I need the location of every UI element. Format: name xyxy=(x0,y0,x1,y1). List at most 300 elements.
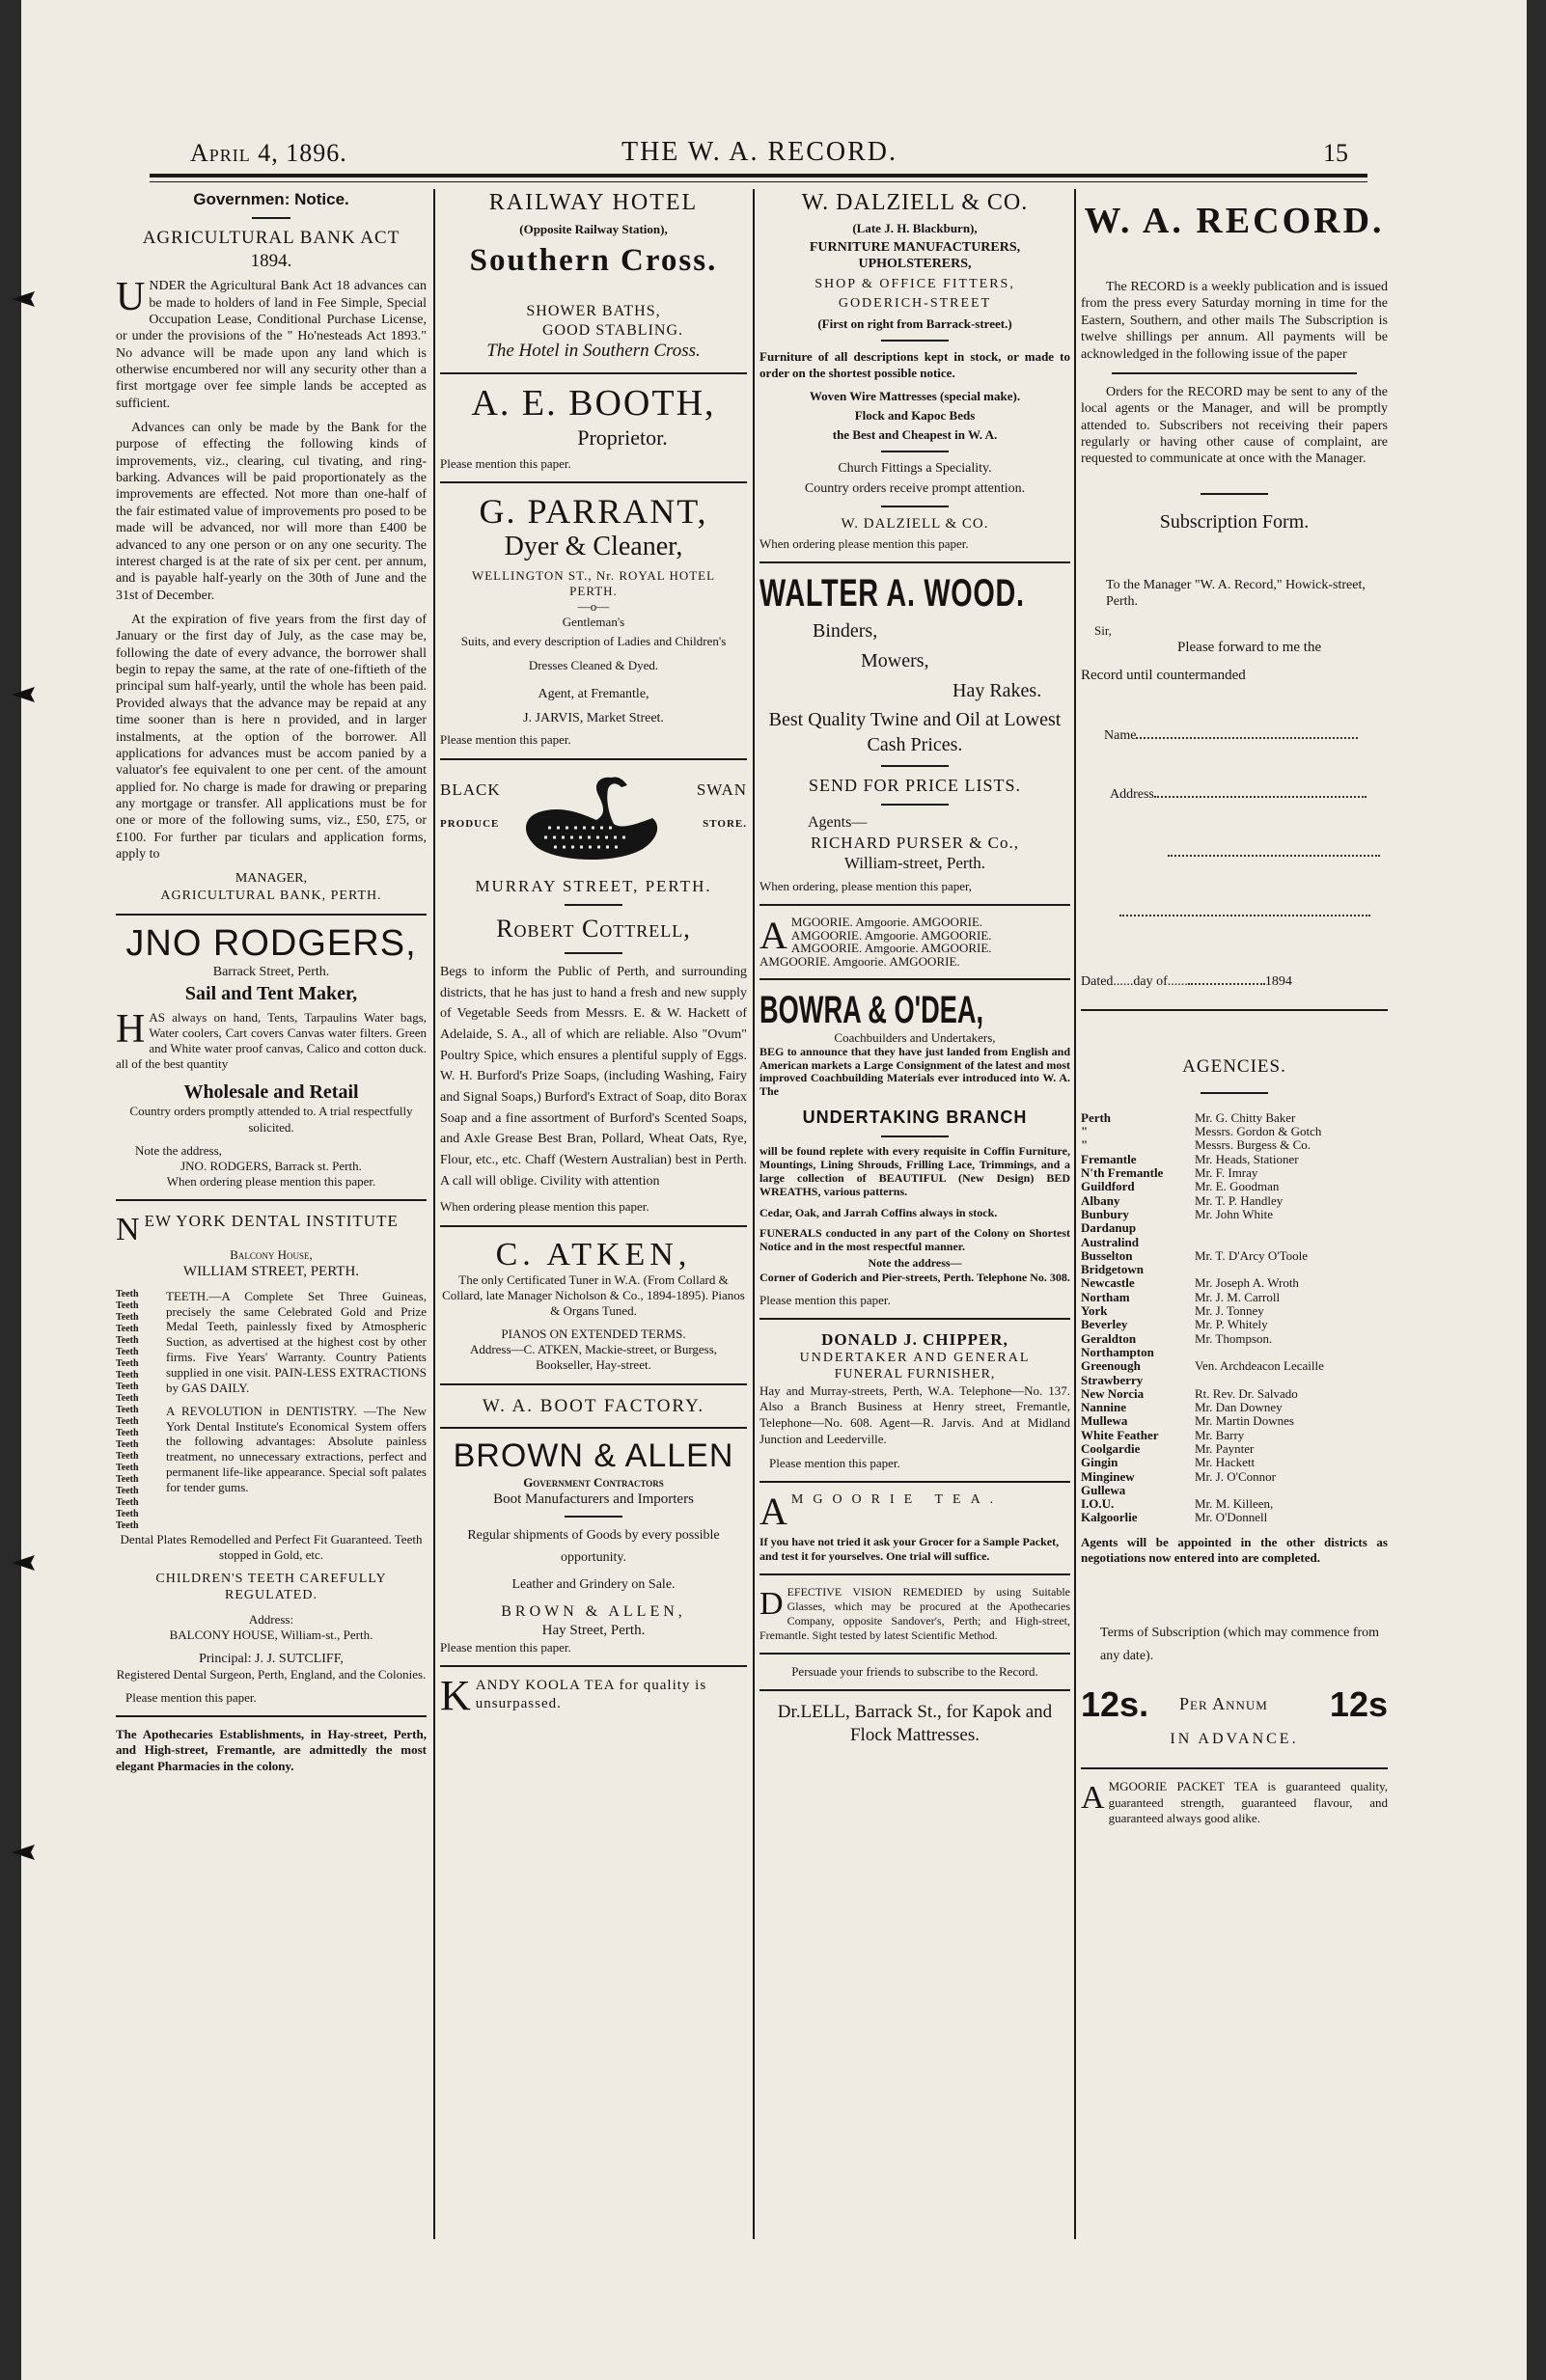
agency-town: Albany xyxy=(1081,1192,1120,1208)
agency-town: Nannine xyxy=(1081,1400,1126,1415)
divider xyxy=(1081,1767,1388,1769)
rodgers-trade: Sail and Tent Maker, xyxy=(184,983,358,1005)
address-field[interactable] xyxy=(1081,786,1388,803)
agency-agent: Mr. Paynter xyxy=(1195,1440,1255,1456)
chipper-furnisher: FUNERAL FURNISHER, xyxy=(834,1367,996,1382)
agency-row xyxy=(1081,1125,1388,1138)
act-paragraph-3: At the expiration of five years from the first day of January or the first day of July, as the case may be, following the date of every advance, the borrower shall begin to repay the same, at the rate of one-fiftieth of the principal sum half-yearly, until the whole has been paid. Provided always that the advance may be repaid at any time sooner than is here n provided, and in larger instalments, at the option of the borrower. All applications for advances must be accom panied by a valuator's fee equivalent to one per cent. of the amount applied for. No charge is made for drawing or preparing any mortgage or transfer. All applications must be for one or more of the following sums, viz., £50, £75, or £100. For further par ticulars and application forms, apply to xyxy=(116,613,427,862)
act-title: AGRICULTURAL BANK ACT xyxy=(142,228,400,249)
brown-mention: Please mention this paper. xyxy=(440,1639,571,1655)
record-paragraph-1: The RECORD is a weekly publication and is issued from the press every Saturday morning in time for the Eastern, Southern, and other mails The Subscription is twelve shillings per annum. All payments will be acknowledged in the following issue of the paper xyxy=(1081,280,1388,362)
purser: RICHARD PURSER & Co., xyxy=(810,833,1020,852)
divider xyxy=(759,1689,1070,1691)
masthead-title: THE W. A. RECORD. xyxy=(621,137,898,167)
dated-label: Dated......day of...... xyxy=(1081,973,1188,989)
chipper-undertaker: UNDERTAKER AND GENERAL xyxy=(799,1350,1031,1365)
jarvis: J. JARVIS, Market Street. xyxy=(523,711,664,726)
teeth-label: Teeth xyxy=(116,1357,139,1369)
gov-notice-heading: Governmen: Notice. xyxy=(193,190,349,208)
agency-row xyxy=(1081,1442,1388,1456)
divider xyxy=(440,1225,747,1227)
divider xyxy=(759,1573,1070,1575)
page-header xyxy=(171,135,1348,170)
wood-mention: When ordering, please mention this paper, xyxy=(759,879,973,894)
defective-text: EFECTIVE VISION REMEDIED by using Suitable Glasses, which may be procured at the Apothecaries Company, opposite Sandover's, Perth; and High-street, Fremantle. Sight tested by latest Scientific Method. xyxy=(759,1585,1070,1642)
ornament xyxy=(881,340,949,342)
agency-agent: Mr. E. Goodman xyxy=(1195,1179,1280,1194)
note-address: Note the address— xyxy=(868,1255,962,1270)
agency-row xyxy=(1081,1249,1388,1263)
spacer xyxy=(1081,244,1388,279)
twine-oil: Best Quality Twine and Oil at Lowest Cash Prices. xyxy=(768,708,1062,755)
year-label: 1894 xyxy=(1264,973,1292,989)
black-swan-ad xyxy=(440,770,747,876)
shower-baths: SHOWER BATHS, xyxy=(526,302,661,319)
agency-row xyxy=(1081,1208,1388,1221)
dated-field[interactable] xyxy=(1081,973,1388,990)
rodgers-note: Note the address, xyxy=(135,1142,222,1158)
drop-cap: A xyxy=(759,1490,787,1534)
agency-town: Northam xyxy=(1081,1289,1130,1304)
undertaking-text: will be found replete with every requisite in Coffin Furniture, Mountings, Lining Shrouds, Frilling Lace, Trimmings, and a large collection of BEAUTIFUL (New Design) BED WREATHS, various patterns. xyxy=(759,1144,1070,1198)
rodgers-address-2: JNO. RODGERS, Barrack st. Perth. xyxy=(180,1158,362,1173)
agency-row xyxy=(1081,1304,1388,1318)
issue-date: April 4, 1896. xyxy=(190,139,347,167)
best-cheapest: the Best and Cheapest in W. A. xyxy=(832,426,998,442)
send-price-lists: SEND FOR PRICE LISTS. xyxy=(808,775,1022,795)
agency-town: Guildford xyxy=(1081,1179,1135,1194)
agency-town: Perth xyxy=(1081,1109,1112,1125)
divider xyxy=(440,758,747,760)
agents-label: Agents— xyxy=(808,814,868,832)
divider xyxy=(759,1653,1070,1655)
act-paragraph-1 xyxy=(116,275,427,412)
agency-agent: Mr. G. Chitty Baker xyxy=(1195,1109,1296,1125)
agency-row xyxy=(1081,1291,1388,1304)
spacer xyxy=(1081,1676,1388,1683)
agency-row xyxy=(1081,1318,1388,1331)
price-line xyxy=(1081,1683,1388,1722)
agency-town: N'th Fremantle xyxy=(1081,1165,1164,1181)
spacer xyxy=(1081,1021,1388,1055)
dental-mention: Please mention this paper. xyxy=(125,1690,257,1706)
drop-cap: U xyxy=(116,275,146,320)
agency-row xyxy=(1081,1263,1388,1276)
ornament xyxy=(252,217,290,219)
agency-row xyxy=(1081,1236,1388,1249)
act-text-1: NDER the Agricultural Bank Act 18 advances can be made to holders of land in Fee Simple, Special Occupation Lease, Conditional Purchase License, or under the provisions of the " Ho'nesteads Act 1893." No advance will be made upon any land which is otherwise encumbered nor will any security other than a first mortgage over fee simple lands be accepted as sufficient. xyxy=(116,279,427,411)
teeth-label: Teeth xyxy=(116,1299,139,1311)
ornament xyxy=(565,1516,622,1518)
agency-row xyxy=(1081,1484,1388,1497)
government-contractors: Government Contractors xyxy=(523,1474,664,1490)
agency-agent: Mr. Joseph A. Wroth xyxy=(1195,1275,1299,1291)
agency-agent: Mr. Dan Downey xyxy=(1195,1400,1283,1415)
subscription-form-title: Subscription Form. xyxy=(1159,510,1310,533)
black-label: BLACK xyxy=(440,780,501,799)
undertaking-branch: UNDERTAKING BRANCH xyxy=(802,1108,1028,1128)
agency-list xyxy=(1081,1111,1388,1525)
agency-row xyxy=(1081,1374,1388,1387)
agency-town: Gullewa xyxy=(1081,1482,1126,1497)
divider xyxy=(759,1318,1070,1320)
booth-proprietor: Proprietor. xyxy=(577,424,668,450)
parrant-name: G. PARRANT, xyxy=(479,492,708,532)
agency-agent: Mr. Martin Downes xyxy=(1195,1413,1294,1429)
teeth-label: Teeth xyxy=(116,1427,139,1438)
ny-house: Balcony House, xyxy=(230,1246,313,1262)
spacer xyxy=(440,281,747,302)
binders: Binders, xyxy=(813,620,878,643)
teeth-label: Teeth xyxy=(116,1381,139,1392)
sir: Sir, xyxy=(1094,623,1112,639)
agency-town: White Feather xyxy=(1081,1427,1159,1442)
agency-row xyxy=(1081,1401,1388,1414)
amgoorie-tea-title xyxy=(759,1490,1070,1534)
agency-row xyxy=(1081,1166,1388,1180)
divider xyxy=(440,1665,747,1667)
agency-town: Bunbury xyxy=(1081,1206,1129,1221)
agency-town: New Norcia xyxy=(1081,1385,1145,1401)
wellington-street: WELLINGTON ST., Nr. ROYAL HOTEL xyxy=(471,567,716,583)
divider xyxy=(116,1199,427,1201)
agency-row xyxy=(1081,1276,1388,1290)
spacer xyxy=(1081,1573,1388,1622)
apothecaries: The Apothecaries Establishments, in Hay-street, Perth, and High-street, Fremantle, are admittedly the most elegant Pharmacies in the colony. xyxy=(116,1727,427,1773)
cottrell-name: Robert Cottrell, xyxy=(496,914,691,943)
agency-agent xyxy=(1195,1374,1388,1387)
drop-cap: D xyxy=(759,1586,784,1622)
dalziell-first: (First on right from Barrack-street.) xyxy=(817,316,1012,332)
agency-agent: Mr. J. Tonney xyxy=(1195,1303,1264,1319)
amgoorie-tea-text: If you have not tried it ask your Grocer for a Sample Packet, and test it for yourselves. One trial will suffice. xyxy=(759,1535,1060,1564)
agency-agent: Ven. Archdeacon Lecaille xyxy=(1195,1358,1324,1374)
agency-agent: Mr. F. Imray xyxy=(1195,1165,1258,1181)
parrant-mention: Please mention this paper. xyxy=(440,732,571,748)
agency-town: Mullewa xyxy=(1081,1413,1128,1429)
dalziell-name-2: W. DALZIELL & CO. xyxy=(841,515,989,532)
amgoorie-line: AMGOORIE. Amgoorie. AMGOORIE. xyxy=(759,954,960,970)
teeth-paragraph-1: TEETH.—A Complete Set Three Guineas, precisely the same Celebrated Gold and Prize Medal Teeth, painlessly fixed by Atmospheric Suction, as advertised at the highest cost by other firms. Five Years' Warranty. Country Patients supplied in one visit. PAIN-LESS EXTRACTIONS by GAS DAILY. xyxy=(166,1288,427,1395)
agency-row xyxy=(1081,1221,1388,1235)
teeth-label: Teeth xyxy=(116,1346,139,1357)
defective-vision xyxy=(759,1585,1070,1643)
brown-allen-name: BROWN & ALLEN, xyxy=(501,1603,686,1621)
drlell: Dr.LELL, Barrack St., for Kapok and Flock Mattresses. xyxy=(777,1701,1053,1746)
ornament xyxy=(565,952,622,954)
agency-agent: Messrs. Gordon & Gotch xyxy=(1195,1124,1322,1139)
column-1 xyxy=(116,189,427,2239)
agency-town: Northampton xyxy=(1081,1344,1154,1359)
leather-grindery: Leather and Grindery on Sale. xyxy=(511,1577,676,1593)
suits-text: Suits, and every description of Ladies and Children's Dresses Cleaned & Dyed. xyxy=(460,634,727,673)
dated-line[interactable] xyxy=(1188,983,1265,985)
agency-row xyxy=(1081,1456,1388,1469)
record-paragraph-2: Orders for the RECORD may be sent to any of the local agents or the Manager, and will be promptly attended to. Subscribers not receiving their papers regularly or having other cause of complaint, are requested to communicate at once with the Manager. xyxy=(1081,384,1388,467)
corner-address: Corner of Goderich and Pier-streets, Perth. Telephone No. 308. xyxy=(759,1270,1070,1284)
divider xyxy=(440,481,747,483)
agency-row xyxy=(1081,1194,1388,1208)
agency-town: " xyxy=(1081,1124,1089,1139)
railway-hotel: RAILWAY HOTEL xyxy=(488,190,699,215)
dalziell-late: (Late J. H. Blackburn), xyxy=(852,220,978,235)
packet-tea-text: MGOORIE PACKET TEA is guaranteed quality, guaranteed strength, guaranteed flavour, and guaranteed always good alike. xyxy=(1108,1779,1388,1825)
agency-town: Minginew xyxy=(1081,1468,1135,1484)
dalziell-goderich: GODERICH-STREET xyxy=(838,295,992,311)
teeth-label: Teeth xyxy=(116,1288,139,1299)
flock-kapoc: Flock and Kapoc Beds xyxy=(854,407,976,423)
rodgers-country: Country orders promptly attended to. A trial respectfully solicited. xyxy=(129,1104,413,1135)
agency-row xyxy=(1081,1470,1388,1484)
black-swan-icon xyxy=(519,770,664,866)
funerals-text: FUNERALS conducted in any part of the Colony on Shortest Notice and in the most respectful manner. xyxy=(759,1226,1070,1254)
agency-agent xyxy=(1195,1221,1388,1235)
persuade-friends: Persuade your friends to subscribe to the Record. xyxy=(791,1663,1038,1679)
teeth-label: Teeth xyxy=(116,1334,139,1346)
rodgers-mention: When ordering please mention this paper. xyxy=(166,1173,376,1189)
address-line[interactable] xyxy=(1168,855,1380,857)
teeth-label: Teeth xyxy=(116,1473,139,1485)
ornament xyxy=(1201,493,1268,495)
rodgers-text: AS always on hand, Tents, Tarpaulins Water bags, Water coolers, Cart covers Canvas water filters. Green and White water proof canvas, Calico and cotton duck. all of the best quantity xyxy=(116,1010,427,1072)
address-label: Address xyxy=(1110,786,1154,802)
gentleman: Gentleman's xyxy=(562,615,625,630)
agency-town: Kalgoorlie xyxy=(1081,1510,1138,1525)
boot-manufacturers: Boot Manufacturers and Importers xyxy=(493,1491,694,1507)
divider xyxy=(1081,1009,1388,1011)
principal: Principal: J. J. SUTCLIFF, xyxy=(199,1651,344,1666)
price-right: 12s xyxy=(1329,1683,1388,1724)
ornament xyxy=(881,765,949,767)
atken-address: Address—C. ATKEN, Mackie-street, or Burgess, Bookseller, Hay-street. xyxy=(469,1342,718,1373)
cottrell-text: Begs to inform the Public of Perth, and surrounding districts, that he has just to hand a fresh and new supply of Vegetable Seeds from Messrs. E. & W. Hackett of Adelaide, S. A., all of which are reliable. Also "Ovum" Poultry Spice, which ensures a plentiful supply of Eggs. W. H. Burford's Prize Soaps, (including Washing, Fairy and Signal Soaps,) Burford's Extract of Soap, dito Borax Soap and a fine assortment of Burford's Scented Soaps, and Axle Grease Best Bran, Pollard, Wheat Oats, Rye, Flour, etc., etc. Chaff (Western Australian) best in Perth. A call will oblige. Civility with attention xyxy=(440,964,747,1189)
agency-agent: Mr. Hackett xyxy=(1195,1455,1256,1470)
teeth-label: Teeth xyxy=(116,1462,139,1473)
agency-agent: Mr. M. Killeen, xyxy=(1195,1496,1274,1512)
agency-row xyxy=(1081,1497,1388,1511)
agency-row xyxy=(1081,1138,1388,1152)
woven-wire: Woven Wire Mattresses (special make). xyxy=(809,388,1021,403)
address-line[interactable] xyxy=(1154,796,1367,798)
signature-manager: MANAGER, xyxy=(235,871,308,887)
teeth-text xyxy=(166,1289,427,1532)
hotel-tagline: The Hotel in Southern Cross. xyxy=(486,341,701,362)
binding-mark-icon xyxy=(10,289,39,309)
agency-agent xyxy=(1195,1236,1388,1249)
walter-wood-name: WALTER A. WOOD. xyxy=(759,572,1025,616)
chipper-name: DONALD J. CHIPPER, xyxy=(821,1329,1008,1349)
divider xyxy=(759,1481,1070,1483)
act-paragraph-2: Advances can only be made by the Bank for the purpose of effecting the following kinds of improvements, viz., clearing, cul tivating, and ring-barking. Advances will be paid proportionately as the improvements are effected. Not more than one-half of the fair estimated value of improvements pro posed to be made will be advanced, nor will more than £400 be advanced to any one person or on any one security. The interest charged is at the rate of six per cent. per annum, and is payable half-yearly on the 30th of June and the 31st of December. xyxy=(116,421,427,603)
store-label: STORE. xyxy=(703,817,747,830)
agency-agent: Rt. Rev. Dr. Salvado xyxy=(1195,1385,1298,1401)
teeth-label: Teeth xyxy=(116,1392,139,1404)
dalziell-mention: When ordering please mention this paper. xyxy=(759,536,969,552)
brown-allen-title: BROWN & ALLEN xyxy=(453,1437,734,1475)
agency-agent xyxy=(1195,1263,1388,1276)
ornament xyxy=(881,1135,949,1137)
bowra-odea-name: BOWRA & O'DEA, xyxy=(759,988,984,1031)
teeth-label: Teeth xyxy=(116,1508,139,1519)
mowers: Mowers, xyxy=(861,650,929,672)
column-divider xyxy=(1074,189,1076,2239)
ornament: —o— xyxy=(577,599,610,615)
agency-town: Fremantle xyxy=(1081,1151,1137,1166)
teeth-margin-labels xyxy=(116,1289,166,1532)
signature-bank: AGRICULTURAL BANK, PERTH. xyxy=(160,888,382,903)
divider xyxy=(440,372,747,374)
name-line[interactable] xyxy=(1136,737,1358,739)
amgoorie-line: MGOORIE. Amgoorie. AMGOORIE. xyxy=(790,915,983,930)
record-until: Record until countermanded xyxy=(1081,667,1246,683)
agency-town: I.O.U. xyxy=(1081,1496,1115,1512)
ornament xyxy=(881,506,949,507)
hay-street: Hay Street, Perth. xyxy=(541,1623,646,1639)
agency-agent: Mr. P. Whitely xyxy=(1195,1317,1268,1332)
agency-town: Bridgetown xyxy=(1081,1262,1144,1277)
divider xyxy=(759,904,1070,906)
subscription-terms: Terms of Subscription (which may commence from any date). xyxy=(1100,1625,1380,1663)
agency-agent: Mr. T. D'Arcy O'Toole xyxy=(1195,1247,1309,1263)
agency-town: Coolgardie xyxy=(1081,1440,1141,1456)
agency-row xyxy=(1081,1387,1388,1401)
agency-town: " xyxy=(1081,1137,1089,1153)
amgoorie-line: AMGOORIE. Amgoorie. AMGOORIE. xyxy=(790,927,992,943)
packet-tea xyxy=(1081,1779,1388,1825)
teeth-label: Teeth xyxy=(116,1311,139,1323)
to-manager: To the Manager "W. A. Record," Howick-street, Perth. xyxy=(1106,577,1366,609)
agency-row xyxy=(1081,1511,1388,1524)
divider xyxy=(1112,372,1357,374)
rodgers-name: JNO RODGERS, xyxy=(125,923,417,965)
address-line[interactable] xyxy=(1119,915,1370,916)
booth-name: A. E. BOOTH, xyxy=(471,382,716,424)
amg-tea-text: MGOORIE TEA. xyxy=(790,1492,1004,1508)
column-4 xyxy=(1081,189,1388,2239)
agency-agent xyxy=(1195,1346,1388,1359)
agents-note: Agents will be appointed in the other districts as negotiations now entered into are completed. xyxy=(1081,1534,1388,1565)
atken-text: The only Certificated Tuner in W.A. (From Collard & Collard, late Manager Nicholson & Co., 1894-1895). Pianos & Organs Tuned. xyxy=(442,1272,745,1319)
in-advance: IN ADVANCE. xyxy=(1170,1730,1299,1747)
agency-town: Dardanup xyxy=(1081,1220,1137,1236)
teeth-label: Teeth xyxy=(116,1496,139,1508)
teeth-label: Teeth xyxy=(116,1519,139,1531)
name-label: Name xyxy=(1104,727,1137,743)
address-label: Address: xyxy=(248,1611,294,1627)
teeth-label: Teeth xyxy=(116,1369,139,1381)
divider xyxy=(116,914,427,916)
chipper-text: Hay and Murray-streets, Perth, W.A. Telephone—No. 137. Also a Branch Business at Henry street, Fremantle, Telephone—No. 608. Agent—R. Jarvis. And at Midland Junction and Leederville. xyxy=(759,1382,1070,1447)
wa-record-title: W. A. RECORD. xyxy=(1084,201,1385,241)
column-divider xyxy=(433,189,435,2239)
divider xyxy=(116,1715,427,1717)
church-fittings: Church Fittings a Speciality. xyxy=(838,460,992,476)
ornament xyxy=(565,904,622,906)
drop-cap: A xyxy=(1081,1780,1105,1817)
agency-town: Geraldton xyxy=(1081,1330,1137,1346)
name-field[interactable] xyxy=(1081,727,1388,744)
column-divider xyxy=(753,189,755,2239)
teeth-label: Teeth xyxy=(116,1450,139,1462)
agency-row xyxy=(1081,1180,1388,1193)
agency-town: York xyxy=(1081,1303,1108,1319)
cottrell-mention: When ordering please mention this paper. xyxy=(440,1199,649,1215)
ornament xyxy=(881,804,949,806)
agency-row xyxy=(1081,1111,1388,1125)
address-line-3[interactable] xyxy=(1081,905,1388,921)
agency-row xyxy=(1081,1346,1388,1359)
atken-name: C. ATKEN, xyxy=(495,1236,692,1272)
bowra-mention: Please mention this paper. xyxy=(759,1292,891,1307)
agency-town: Beverley xyxy=(1081,1317,1128,1332)
drop-cap: H xyxy=(116,1007,146,1053)
ny-title-text: EW YORK DENTAL INSTITUTE xyxy=(144,1211,399,1230)
country-orders: Country orders receive prompt attention. xyxy=(804,481,1026,497)
column-2 xyxy=(440,189,747,2239)
dalziell-furniture-text: Furniture of all descriptions kept in stock, or made to order on the shortest possible notice. xyxy=(759,349,1070,380)
act-year: 1894. xyxy=(250,250,292,271)
amgoorie-block xyxy=(759,916,1070,969)
opposite-station: (Opposite Railway Station), xyxy=(519,221,668,236)
southern-cross: Southern Cross. xyxy=(469,242,718,278)
kandy-text: ANDY KOOLA TEA for quality is unsurpassed. xyxy=(475,1677,707,1711)
kandy-koola xyxy=(440,1671,747,1719)
bowra-text: BEG to announce that they have just landed from English and American markets a Large Consignment of the latest and most improved Coachbuilding Materials ever introduced into W. A. The xyxy=(759,1044,1070,1099)
drop-cap: K xyxy=(440,1671,472,1719)
header-rule xyxy=(150,174,1367,178)
agencies-title: AGENCIES. xyxy=(1182,1056,1286,1078)
parrant-perth: PERTH. xyxy=(569,584,618,599)
teeth-block xyxy=(116,1289,427,1532)
teeth-label: Teeth xyxy=(116,1323,139,1334)
agency-agent: Mr. Thompson. xyxy=(1195,1330,1273,1346)
ny-dental-title xyxy=(116,1211,427,1247)
amgoorie-line: AMGOORIE. Amgoorie. AMGOORIE. xyxy=(790,941,992,956)
binding-mark-icon xyxy=(10,1553,39,1573)
price-left: 12s. xyxy=(1081,1683,1149,1724)
address-line-2[interactable] xyxy=(1081,845,1388,862)
rodgers-address: Barrack Street, Perth. xyxy=(212,965,330,979)
balcony-house: BALCONY HOUSE, William-st., Perth. xyxy=(169,1627,373,1642)
teeth-label: Teeth xyxy=(116,1485,139,1496)
agency-agent: Mr. J. M. Carroll xyxy=(1195,1289,1281,1304)
ornament xyxy=(1201,1092,1268,1094)
agency-row xyxy=(1081,1153,1388,1166)
drop-cap: N xyxy=(116,1211,141,1247)
agent-fremantle: Agent, at Fremantle, xyxy=(538,686,649,701)
teeth-label: Teeth xyxy=(116,1415,139,1427)
dental-plates: Dental Plates Remodelled and Perfect Fit Guaranteed. Teeth stopped in Gold, etc. xyxy=(120,1531,423,1562)
agency-agent: Mr. John White xyxy=(1195,1206,1274,1221)
murray-street: MURRAY STREET, PERTH. xyxy=(475,876,712,895)
ornament xyxy=(881,451,949,452)
divider xyxy=(759,561,1070,563)
agency-row xyxy=(1081,1359,1388,1373)
divider xyxy=(440,1383,747,1385)
agency-town: Gingin xyxy=(1081,1455,1118,1470)
registered: Registered Dental Surgeon, Perth, England, and the Colonies. xyxy=(116,1667,427,1682)
hay-rakes: Hay Rakes. xyxy=(952,679,1042,701)
drop-cap: A xyxy=(759,914,787,958)
dalziell-shop: SHOP & OFFICE FITTERS, xyxy=(814,276,1015,291)
page-number: 15 xyxy=(1323,139,1348,167)
dalziell-furniture: FURNITURE MANUFACTURERS, UPHOLSTERERS, xyxy=(809,239,1021,272)
agency-agent: Mr. Heads, Stationer xyxy=(1195,1151,1299,1166)
regular-shipments: Regular shipments of Goods by every possible opportunity. xyxy=(467,1528,720,1565)
pianos-terms: PIANOS ON EXTENDED TERMS. xyxy=(501,1327,686,1342)
teeth-label: Teeth xyxy=(116,1438,139,1450)
divider xyxy=(440,1427,747,1429)
